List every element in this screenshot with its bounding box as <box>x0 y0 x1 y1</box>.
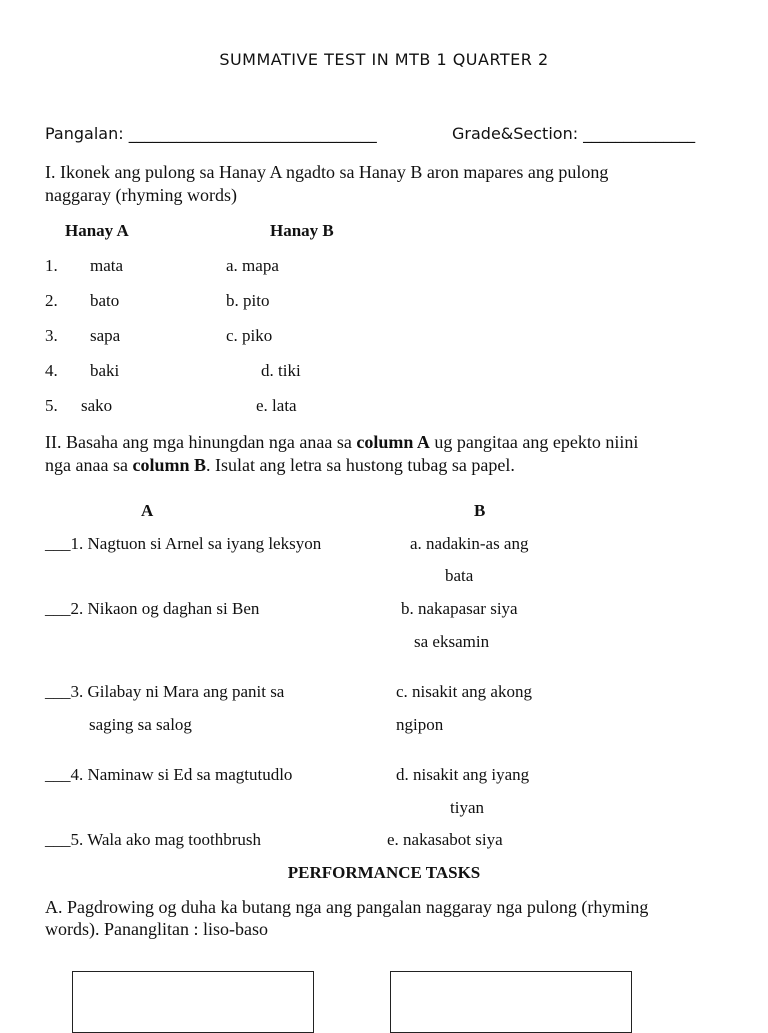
hanay-b-header: Hanay B <box>270 221 334 240</box>
column-a-header: A <box>141 501 154 520</box>
name-field-label: Pangalan: _______________________________ <box>45 124 377 143</box>
effect-item: c. nisakit ang akong <box>396 682 532 701</box>
column-b-header: B <box>474 501 486 520</box>
hanay-item-number: 4. <box>45 361 58 380</box>
page-title: SUMMATIVE TEST IN MTB 1 QUARTER 2 <box>219 50 549 69</box>
effect-item-continued: tiyan <box>450 798 484 817</box>
cause-item: ___2. Nikaon og daghan si Ben <box>45 599 260 618</box>
hanay-b-word: d. tiki <box>261 361 301 380</box>
part1-instruction-line2: naggaray (rhyming words) <box>45 185 237 205</box>
part2-text: nga anaa sa <box>45 455 133 475</box>
hanay-item-number: 2. <box>45 291 58 310</box>
cause-item: ___3. Gilabay ni Mara ang panit sa <box>45 682 285 701</box>
cause-item-continued: saging sa salog <box>89 715 192 734</box>
hanay-item-number: 1. <box>45 256 58 275</box>
performance-instruction-line2: words). Pananglitan : liso-baso <box>45 919 268 939</box>
hanay-a-word: sapa <box>90 326 121 345</box>
part2-instruction-line1 <box>45 431 638 454</box>
hanay-item-number: 3. <box>45 326 58 345</box>
hanay-a-word: bato <box>90 291 120 310</box>
hanay-a-word: baki <box>90 361 120 380</box>
cause-item: ___5. Wala ako mag toothbrush <box>45 830 261 849</box>
hanay-a-word: mata <box>90 256 124 275</box>
part2-column-a-emphasis: column A <box>356 432 430 452</box>
part2-column-b-emphasis: column B <box>132 455 206 475</box>
effect-item-continued: sa eksamin <box>414 632 490 651</box>
hanay-b-word: e. lata <box>256 396 297 415</box>
hanay-item-number: 5. <box>45 396 58 415</box>
effect-item: e. nakasabot siya <box>387 830 503 849</box>
hanay-a-header: Hanay A <box>65 221 129 240</box>
effect-item: d. nisakit ang iyang <box>396 765 530 784</box>
hanay-a-word: sako <box>81 396 113 415</box>
hanay-b-word: c. piko <box>226 326 273 345</box>
part1-instruction-line1: I. Ikonek ang pulong sa Hanay A ngadto sa Hanay B aron mapares ang pulong <box>45 162 609 182</box>
effect-item: b. nakapasar siya <box>401 599 518 618</box>
grade-section-field-label: Grade&Section: ______________ <box>452 124 696 143</box>
effect-item-continued: ngipon <box>396 715 444 734</box>
hanay-b-word: b. pito <box>226 291 270 310</box>
part2-text: II. Basaha ang mga hinungdan nga anaa sa <box>45 432 357 452</box>
effect-item: a. nadakin-as ang <box>410 534 529 553</box>
part2-text: ug pangitaa ang epekto niini <box>429 432 639 452</box>
effect-item-continued: bata <box>445 566 474 585</box>
cause-item: ___1. Nagtuon si Arnel sa iyang leksyon <box>45 534 322 553</box>
performance-instruction-line1: A. Pagdrowing og duha ka butang nga ang pangalan naggaray nga pulong (rhyming <box>45 897 649 917</box>
part2-text: . Isulat ang letra sa hustong tubag sa papel. <box>205 455 515 475</box>
hanay-b-word: a. mapa <box>226 256 279 275</box>
part2-instruction-line2 <box>45 454 515 477</box>
performance-tasks-heading: PERFORMANCE TASKS <box>287 863 481 882</box>
cause-item: ___4. Naminaw si Ed sa magtutudlo <box>45 765 293 784</box>
